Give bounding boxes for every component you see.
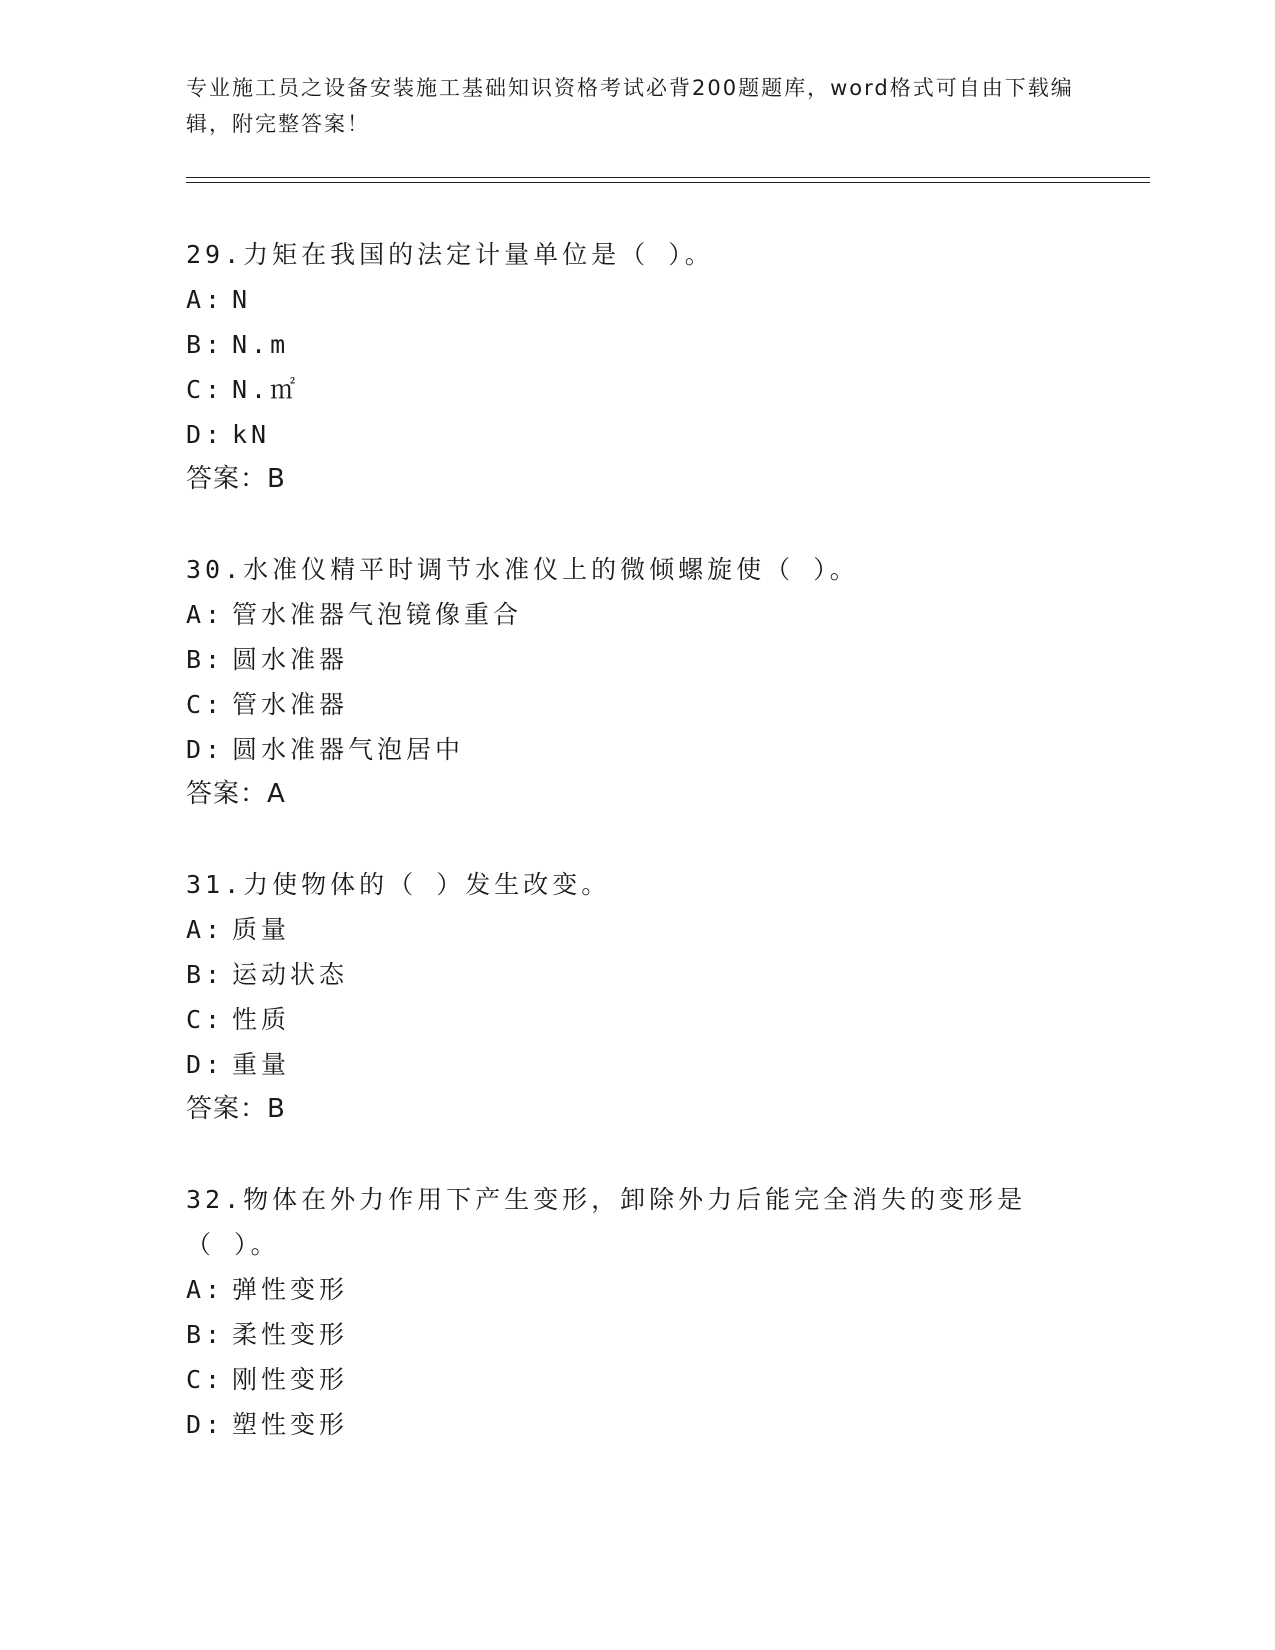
option-b [186,637,1086,682]
option-d [186,1042,1086,1087]
option-text: N [232,285,252,314]
option-letter: D: [186,420,225,449]
option-a [186,277,1086,322]
answer: 答案：B [186,464,286,494]
option-letter: C: [186,690,225,719]
option-letter: A: [186,915,225,944]
option-a [186,1267,1046,1312]
question-31 [186,862,1086,1131]
option-letter: C: [186,1365,225,1394]
question-30 [186,547,1086,816]
document-header: 专业施工员之设备安装施工基础知识资格考试必背200题题库，word格式可自由下载编辑，附完整答案！ [186,76,1074,136]
option-text: 运动状态 [232,960,349,989]
option-b [186,952,1086,997]
option-text: 管水准器气泡镜像重合 [232,600,523,629]
option-letter: D: [186,735,225,764]
option-c [186,682,1086,727]
option-c [186,997,1086,1042]
question-stem: 31.力使物体的（ ）发生改变。 [186,870,611,899]
option-letter: C: [186,1005,225,1034]
option-letter: A: [186,285,225,314]
option-letter: B: [186,1320,225,1349]
option-text: 重量 [232,1050,291,1079]
option-text: 质量 [232,915,291,944]
option-letter: C: [186,375,225,404]
option-letter: D: [186,1050,225,1079]
answer: 答案：A [186,779,286,809]
option-d [186,1402,1046,1447]
option-d [186,412,1086,457]
question-stem: 29.力矩在我国的法定计量单位是（ ）。 [186,240,714,269]
option-a [186,907,1086,952]
option-letter: B: [186,645,225,674]
option-text: 圆水准器气泡居中 [232,735,465,764]
option-a [186,592,1086,637]
option-d [186,727,1086,772]
option-b [186,1312,1046,1357]
option-c [186,1357,1046,1402]
option-text: N.㎡ [232,375,300,404]
option-text: N.m [232,330,290,359]
option-letter: A: [186,1275,225,1304]
question-32 [186,1177,1046,1447]
option-text: 圆水准器 [232,645,349,674]
option-letter: A: [186,600,225,629]
answer: 答案：B [186,1094,286,1124]
option-text: 刚性变形 [232,1365,349,1394]
question-stem: 32.物体在外力作用下产生变形，卸除外力后能完全消失的变形是（ ）。 [186,1185,1027,1259]
option-letter: B: [186,330,225,359]
option-b [186,322,1086,367]
header-divider-top [186,177,1150,178]
option-text: kN [232,420,271,449]
option-text: 性质 [232,1005,291,1034]
option-text: 塑性变形 [232,1410,349,1439]
header-divider-bottom [186,182,1150,183]
option-letter: D: [186,1410,225,1439]
question-29 [186,232,1086,501]
option-text: 弹性变形 [232,1275,349,1304]
option-text: 管水准器 [232,690,349,719]
question-stem: 30.水准仪精平时调节水准仪上的微倾螺旋使（ ）。 [186,555,859,584]
option-c [186,367,1086,412]
option-letter: B: [186,960,225,989]
option-text: 柔性变形 [232,1320,349,1349]
